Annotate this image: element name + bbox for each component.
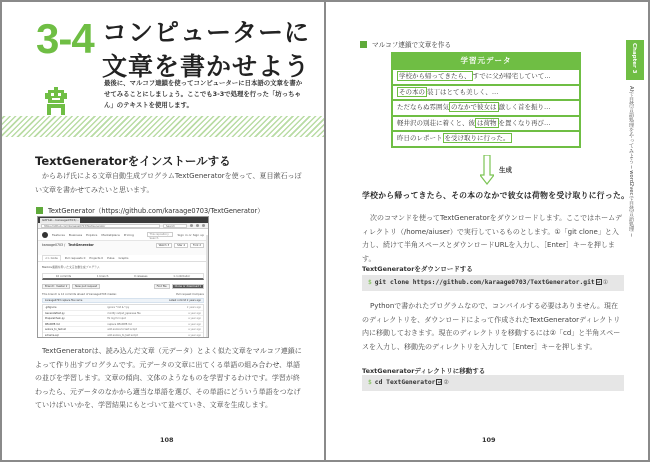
training-data-table [391,52,581,148]
star-btn: Star 4 [174,243,188,248]
gh-sign: Sign in or Sign up [177,232,204,237]
repo-tab: Graphs [118,256,129,260]
table-header: 学習元データ [393,54,579,68]
url-field: https://github.com/karaage0703/TextGenerator [41,224,160,228]
boxed-phrase: を受け取りに行った。 [444,134,510,142]
toolbar-icon [202,224,205,227]
code-text: cd TextGenerator [374,379,436,386]
left-page [2,0,324,462]
download-paragraph: 次のコマンドを使ってTextGeneratorをダウンロードします。ここではホームディレクトリ（/home/aiuser）で実行しているものとします。①「git clone」と入力し、続けて半角スペースとダウンロードURLを入力し、［Enter］キーを押します。 [362,214,623,263]
figure-icon [360,41,367,48]
boxed-phrase: は荷物 [477,118,497,127]
repo-name: TextGenerator [68,243,94,247]
gh-nav: Pricing [123,232,134,237]
install-heading: TextGeneratorをインストールする [35,154,231,168]
enter-key-icon: ↵ [597,279,601,285]
repo-buttons [156,243,204,248]
file-name: README.md [45,322,60,326]
repo-stats [42,273,204,280]
file-name: PrepareChain.py [45,317,65,320]
repo-description: Markov連鎖を用いた文章自動生成プログラム [42,265,100,269]
phrase-rest: 装丁はとても美しく、… [427,87,499,96]
generated-sentence: 学校から帰ってきたら、その本のなかで彼女は荷物を受け取りに行った。 [362,191,630,200]
toolbar-icon [196,224,199,227]
chapter-tab [626,40,644,80]
phrase-rest: すでに父が帰宅していて… [472,72,551,80]
browser-search: Search [163,224,187,228]
page-number-right: 109 [482,436,496,444]
file-msg: fix log for input [107,317,126,320]
repo-tab: Pull requests 0 [64,256,86,260]
install-paragraph: からあげ氏による文章自動生成プログラムTextGeneratorを使って、夏目漱石っぽい文章を書かせてみたいと思います。 [35,172,302,194]
table-row [393,68,579,84]
watch-btn: Watch 3 [156,243,173,248]
repo-header [38,241,208,255]
table-row [393,115,579,131]
phrase-pre: 昨日のレポート [397,134,443,142]
enter-key-icon: ↵ [437,379,441,385]
figure-caption-text: TextGenerator（https://github.com/karaage0703/TextGenerator） [48,207,264,215]
gh-nav: Business [68,232,83,237]
fork-btn: Fork 2 [190,243,204,248]
boxed-phrase: 学校から帰ってきたら、 [399,72,471,80]
repo-tab: <> Code [42,255,61,261]
repo-tabs [38,255,208,262]
phrase-pre: ただならぬ雰囲気 [397,103,449,111]
gh-nav: Explore [86,232,98,237]
file-msg: modify output_japanese file [107,311,141,315]
robot-icon [45,87,67,115]
section-title-line2: 文章を書かせよう [102,52,311,81]
stat: 10 commits [55,274,72,278]
stat: 1 contributor [173,274,191,278]
gh-nav: Marketplace [101,232,120,237]
right-page [326,0,648,462]
latest-commit [42,298,204,303]
file-msg: ignore *.txt & *.py [107,306,130,309]
file-name: schema.sql [45,333,59,337]
phrase-rest: を置くなり再び… [498,118,551,127]
file-msg: replace README.md [107,322,132,326]
commit-time: Latest commit 2 years ago [168,299,201,302]
file-time: a year ago [188,328,201,331]
file-time: a year ago [188,322,201,326]
figure-caption-markov [360,39,451,49]
file-time: 2 years ago [186,306,201,309]
code-block-git-clone [362,275,624,291]
section-number: 3-4 [36,15,94,62]
stat: 1 branch [96,274,109,278]
gh-nav: Features [52,232,65,237]
repo-actions [38,281,208,292]
code-caption-cd: TextGeneratorディレクトリに移動する [362,367,486,375]
callout-number: ② [443,379,449,386]
file-msg: add aozora_to_text script [107,333,138,337]
gh-search: This repository Search [147,232,173,237]
figure-caption-github [36,205,264,215]
branch-button: Branch: master ▾ [42,284,70,289]
repo-tab: Pulse [107,256,115,260]
table-row [393,84,579,100]
boxed-phrase: その本の [399,87,425,96]
repo-owner: karaage0703 / [42,243,66,247]
section-intro: 最後に、マルコフ連鎖を使ってコンピューターに日本語の文章を書かせてみることにしましょう。ここでも3-3で処理を行った「坊っちゃん」のテキストを使用します。 [104,79,303,109]
page-number-left: 108 [160,436,174,444]
file-time: a year ago [188,317,201,320]
boxed-phrase: のなかで彼女は [451,103,497,111]
commit-author: karaage0703 replace file name [45,299,83,302]
chapter-tab-label: Chapter 3 [631,43,637,74]
arrow-label: 生成 [499,166,512,174]
table-row [393,99,579,115]
phrase-rest: 激しく首を振り… [498,103,551,111]
file-time: a year ago [188,333,201,337]
github-screenshot [37,216,209,338]
github-logo-icon [42,232,48,238]
table-row [393,130,579,146]
prompt: $ [368,379,372,386]
branch-status [38,292,208,297]
file-msg: add aozora to text script [107,328,137,331]
cd-paragraph: Pythonで書かれたプログラムなので、コンパイルする必要はありません。現在のディレクトリを、ダウンロードによって作成されたTextGeneratorディレクトリ内に移動しておきます。現在のディレクトリを移動するには②「cd」と半角スペースを入力し、移動先のディレクトリを入力して［Enter］キーを押します。 [362,302,621,351]
figure-icon [36,207,43,214]
textgenerator-paragraph: TextGeneratorは、読み込んだ文章（元データ）とよく似た文章をマルコフ連鎖によって作り出すプログラムです。元データの文章に出てくる単語の組み合わせ、単語の並びを学習します。文章の傾向、文体のようなものを学習するわけです。学習が終わったら、元データのなかから適当な単語を選び、その単語にどういう単語をつなげていけばいいかを、学習結果にもとづいて並べていき、文章を生成します。 [35,347,302,409]
branch-status-text: This branch is 12 commits ahead of karaage0703:master. [42,293,117,296]
hatch-divider [2,116,324,137]
file-name: aozora_to_text.sh [45,328,67,331]
section-title-line1: コンピューターに [102,18,311,47]
code-block-cd [362,375,624,391]
down-arrow-icon [480,155,494,185]
find-file-button: Find file [154,284,170,289]
repo-tab: Projects 0 [89,256,104,260]
file-name: .gitignore [45,306,57,309]
browser-tab: GitHub - karaage0703/... [42,218,80,222]
section-title [102,16,310,84]
figure-caption-text: マルコフ連鎖で文章を作る [372,41,452,49]
toolbar-icon [190,224,193,227]
github-header [38,229,208,241]
phrase-pre: 軽井沢の別荘に着くと、彼 [397,118,475,127]
prompt: $ [368,279,372,286]
file-list [42,304,204,338]
screenshot-scrollbar [206,235,208,338]
pull-compare: Pull request Compare [176,293,204,296]
callout-number: ① [602,279,609,286]
file-time: a year ago [188,311,201,315]
stat: 0 releases [134,274,148,278]
clone-button: Clone or download ▾ [172,284,204,289]
code-text: git clone https://github.com/karaage0703/TextGenerator.git [374,279,595,286]
new-pr-button: New pull request [72,284,100,289]
chapter-side-title: AIで自然言語処理をやってみよう ─ word2vecで自然言語処理 ─ [628,86,634,237]
file-name: GenerateText.py [45,311,65,315]
file-row [43,333,203,339]
code-caption-download: TextGeneratorをダウンロードする [362,265,473,273]
